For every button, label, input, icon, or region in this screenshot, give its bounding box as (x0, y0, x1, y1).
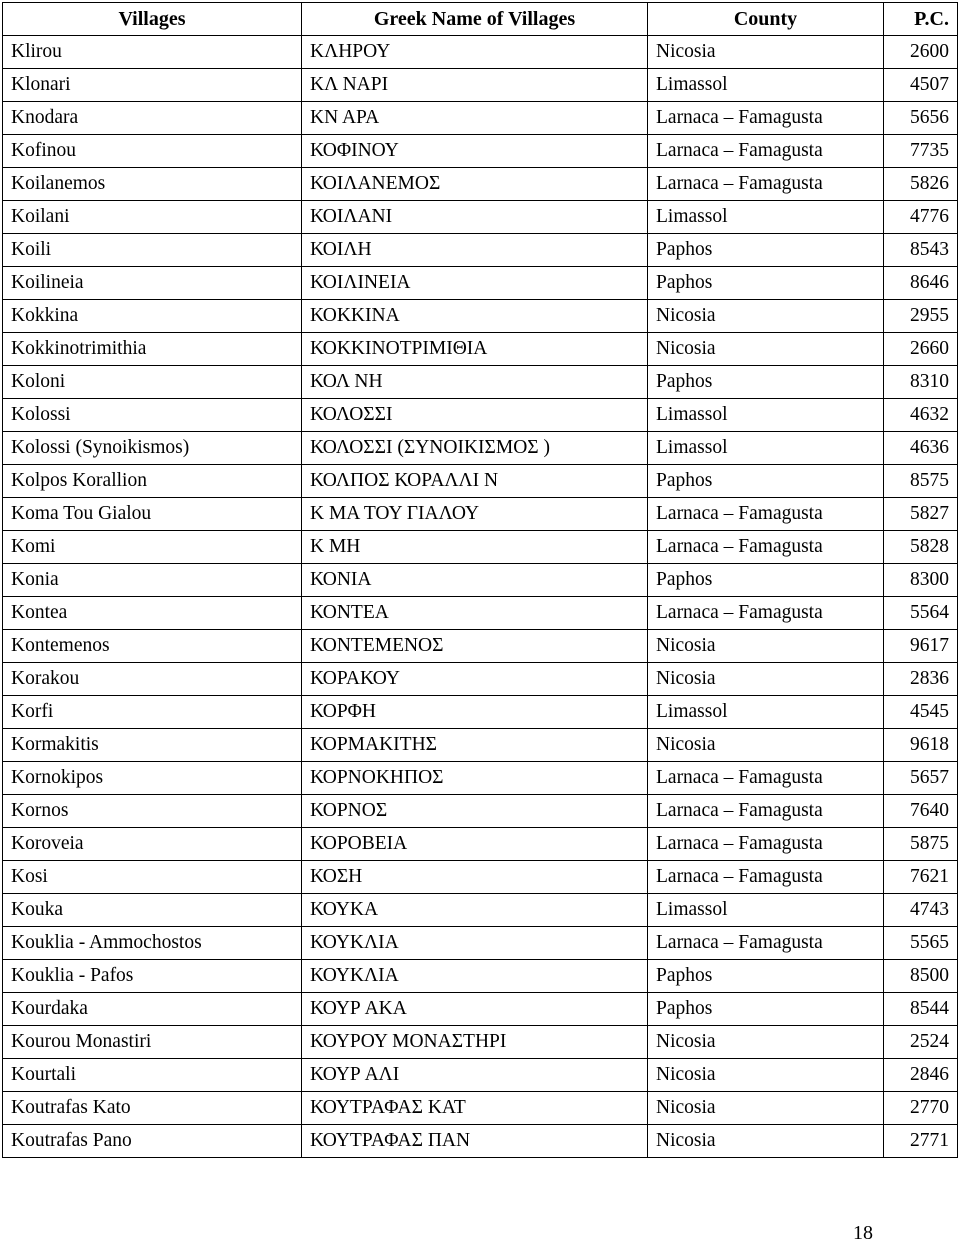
cell-county: Larnaca – Famagusta (648, 531, 884, 564)
cell-village: Kolpos Korallion (3, 465, 302, 498)
table-row (3, 630, 958, 663)
cell-postal-code: 7735 (884, 135, 958, 168)
cell-postal-code: 9618 (884, 729, 958, 762)
cell-greek-name: ΚΟΙΛΗ (302, 234, 648, 267)
cell-postal-code: 8544 (884, 993, 958, 1026)
table-row (3, 267, 958, 300)
cell-postal-code: 5826 (884, 168, 958, 201)
cell-village: Koilanemos (3, 168, 302, 201)
cell-postal-code: 2600 (884, 36, 958, 69)
cell-county: Limassol (648, 894, 884, 927)
cell-village: Kouka (3, 894, 302, 927)
cell-county: Paphos (648, 234, 884, 267)
cell-village: Koma Tou Gialou (3, 498, 302, 531)
cell-village: Kontemenos (3, 630, 302, 663)
cell-county: Nicosia (648, 663, 884, 696)
cell-village: Korfi (3, 696, 302, 729)
cell-county: Limassol (648, 696, 884, 729)
table-row (3, 1059, 958, 1092)
cell-greek-name: ΚΛ ΝΑΡΙ (302, 69, 648, 102)
cell-village: Koutrafas Kato (3, 1092, 302, 1125)
table-row (3, 564, 958, 597)
cell-county: Nicosia (648, 36, 884, 69)
cell-village: Kouklia - Pafos (3, 960, 302, 993)
table-row (3, 828, 958, 861)
cell-village: Konia (3, 564, 302, 597)
cell-postal-code: 5827 (884, 498, 958, 531)
table-row (3, 498, 958, 531)
cell-county: Paphos (648, 465, 884, 498)
cell-greek-name: ΚΟΥΡ ΑΚΑ (302, 993, 648, 1026)
cell-postal-code: 2524 (884, 1026, 958, 1059)
cell-postal-code: 5828 (884, 531, 958, 564)
cell-county: Larnaca – Famagusta (648, 102, 884, 135)
cell-county: Larnaca – Famagusta (648, 795, 884, 828)
cell-village: Korakou (3, 663, 302, 696)
cell-greek-name: ΚΟΥΚΑ (302, 894, 648, 927)
table-row (3, 102, 958, 135)
cell-greek-name: ΚΟΥΤΡΑΦΑΣ ΚΑΤ (302, 1092, 648, 1125)
cell-county: Paphos (648, 960, 884, 993)
cell-county: Limassol (648, 69, 884, 102)
header-postal-code: P.C. (884, 3, 958, 36)
cell-village: Kourdaka (3, 993, 302, 1026)
cell-postal-code: 4636 (884, 432, 958, 465)
table-row (3, 1092, 958, 1125)
cell-postal-code: 8300 (884, 564, 958, 597)
cell-greek-name: ΚΟΚΚΙΝΟΤΡΙΜΙΘΙΑ (302, 333, 648, 366)
cell-postal-code: 9617 (884, 630, 958, 663)
cell-greek-name: ΚΟΦΙΝΟΥ (302, 135, 648, 168)
cell-village: Klonari (3, 69, 302, 102)
table-row (3, 597, 958, 630)
cell-county: Larnaca – Famagusta (648, 597, 884, 630)
cell-county: Paphos (648, 993, 884, 1026)
table-row (3, 201, 958, 234)
table-row (3, 861, 958, 894)
table-row (3, 1125, 958, 1158)
cell-county: Larnaca – Famagusta (648, 927, 884, 960)
cell-village: Knodara (3, 102, 302, 135)
cell-postal-code: 7640 (884, 795, 958, 828)
cell-postal-code: 8310 (884, 366, 958, 399)
cell-county: Larnaca – Famagusta (648, 498, 884, 531)
table-row (3, 234, 958, 267)
cell-village: Kokkina (3, 300, 302, 333)
cell-greek-name: ΚΟΡΜΑΚΙΤΗΣ (302, 729, 648, 762)
cell-postal-code: 4632 (884, 399, 958, 432)
cell-county: Paphos (648, 267, 884, 300)
cell-village: Kofinou (3, 135, 302, 168)
cell-postal-code: 4743 (884, 894, 958, 927)
cell-greek-name: ΚΟΝΤΕΑ (302, 597, 648, 630)
cell-greek-name: ΚΟΥΡ ΑΛΙ (302, 1059, 648, 1092)
cell-county: Nicosia (648, 729, 884, 762)
cell-postal-code: 2836 (884, 663, 958, 696)
cell-county: Limassol (648, 432, 884, 465)
cell-greek-name: ΚΟΡΝΟΚΗΠΟΣ (302, 762, 648, 795)
cell-village: Koili (3, 234, 302, 267)
cell-village: Kornos (3, 795, 302, 828)
cell-postal-code: 7621 (884, 861, 958, 894)
cell-greek-name: ΚΟΙΛΑΝΕΜΟΣ (302, 168, 648, 201)
cell-county: Nicosia (648, 1026, 884, 1059)
cell-village: Kourou Monastiri (3, 1026, 302, 1059)
cell-postal-code: 2955 (884, 300, 958, 333)
cell-village: Komi (3, 531, 302, 564)
cell-greek-name: ΚΟΛΟΣΣΙ (302, 399, 648, 432)
cell-greek-name: Κ ΜΑ ΤΟΥ ΓΙΑΛΟΥ (302, 498, 648, 531)
cell-county: Nicosia (648, 1092, 884, 1125)
cell-village: Kosi (3, 861, 302, 894)
cell-greek-name: ΚΟΝΤΕΜΕΝΟΣ (302, 630, 648, 663)
cell-village: Koloni (3, 366, 302, 399)
cell-village: Kokkinotrimithia (3, 333, 302, 366)
cell-greek-name: ΚΟΡΝΟΣ (302, 795, 648, 828)
cell-greek-name: ΚΟΥΡΟΥ ΜΟΝΑΣΤΗΡΙ (302, 1026, 648, 1059)
cell-village: Kormakitis (3, 729, 302, 762)
cell-county: Larnaca – Famagusta (648, 762, 884, 795)
cell-village: Koutrafas Pano (3, 1125, 302, 1158)
cell-county: Larnaca – Famagusta (648, 168, 884, 201)
cell-greek-name: ΚΟΡΟΒΕΙΑ (302, 828, 648, 861)
table-row (3, 432, 958, 465)
cell-greek-name: ΚΟΥΚΛΙΑ (302, 960, 648, 993)
cell-greek-name: ΚΟΙΛΑΝΙ (302, 201, 648, 234)
cell-greek-name: ΚΟΛΠΟΣ ΚΟΡΑΛΛΙ Ν (302, 465, 648, 498)
cell-village: Koilineia (3, 267, 302, 300)
cell-county: Nicosia (648, 333, 884, 366)
cell-village: Kolossi (Synoikismos) (3, 432, 302, 465)
cell-postal-code: 2771 (884, 1125, 958, 1158)
cell-postal-code: 5564 (884, 597, 958, 630)
cell-greek-name: ΚΟΡΦΗ (302, 696, 648, 729)
table-row (3, 36, 958, 69)
cell-greek-name: ΚΟΝΙΑ (302, 564, 648, 597)
header-villages: Villages (3, 3, 302, 36)
header-county: County (648, 3, 884, 36)
cell-greek-name: ΚΟΥΤΡΑΦΑΣ ΠΑΝ (302, 1125, 648, 1158)
cell-postal-code: 4545 (884, 696, 958, 729)
table-row (3, 1026, 958, 1059)
cell-county: Paphos (648, 564, 884, 597)
cell-greek-name: ΚΟΥΚΛΙΑ (302, 927, 648, 960)
cell-greek-name: ΚΟΣΗ (302, 861, 648, 894)
table-row (3, 696, 958, 729)
cell-county: Larnaca – Famagusta (648, 861, 884, 894)
table-row (3, 762, 958, 795)
cell-postal-code: 8543 (884, 234, 958, 267)
cell-postal-code: 2660 (884, 333, 958, 366)
cell-greek-name: ΚΟΙΛΙΝΕΙΑ (302, 267, 648, 300)
cell-greek-name: ΚΟΡΑΚΟΥ (302, 663, 648, 696)
table-row (3, 927, 958, 960)
cell-postal-code: 5875 (884, 828, 958, 861)
cell-village: Kornokipos (3, 762, 302, 795)
cell-postal-code: 5565 (884, 927, 958, 960)
cell-postal-code: 5656 (884, 102, 958, 135)
cell-county: Nicosia (648, 1059, 884, 1092)
table-row (3, 993, 958, 1026)
table-row (3, 729, 958, 762)
cell-county: Nicosia (648, 630, 884, 663)
table-row (3, 465, 958, 498)
cell-county: Limassol (648, 399, 884, 432)
cell-postal-code: 2770 (884, 1092, 958, 1125)
cell-county: Nicosia (648, 300, 884, 333)
cell-postal-code: 4776 (884, 201, 958, 234)
header-greek-name: Greek Name of Villages (302, 3, 648, 36)
table-row (3, 300, 958, 333)
table-body (3, 36, 958, 1158)
cell-village: Kontea (3, 597, 302, 630)
cell-county: Paphos (648, 366, 884, 399)
table-row (3, 894, 958, 927)
cell-village: Koroveia (3, 828, 302, 861)
cell-village: Klirou (3, 36, 302, 69)
cell-greek-name: ΚΛΗΡΟΥ (302, 36, 648, 69)
page-number: 18 (853, 1222, 873, 1244)
cell-county: Larnaca – Famagusta (648, 828, 884, 861)
cell-county: Limassol (648, 201, 884, 234)
cell-postal-code: 8500 (884, 960, 958, 993)
table-row (3, 69, 958, 102)
table-row (3, 333, 958, 366)
table-row (3, 399, 958, 432)
cell-greek-name: ΚΝ ΑΡΑ (302, 102, 648, 135)
cell-county: Larnaca – Famagusta (648, 135, 884, 168)
table-row (3, 135, 958, 168)
header-row (3, 3, 958, 36)
cell-postal-code: 2846 (884, 1059, 958, 1092)
table-header (3, 3, 958, 36)
villages-table (2, 2, 958, 1158)
cell-postal-code: 8575 (884, 465, 958, 498)
cell-postal-code: 8646 (884, 267, 958, 300)
table-row (3, 366, 958, 399)
cell-village: Kolossi (3, 399, 302, 432)
table-row (3, 663, 958, 696)
cell-village: Kouklia - Ammochostos (3, 927, 302, 960)
table-row (3, 795, 958, 828)
table-row (3, 168, 958, 201)
cell-village: Kourtali (3, 1059, 302, 1092)
cell-greek-name: ΚΟΛΟΣΣΙ (ΣΥΝΟΙΚΙΣΜΟΣ ) (302, 432, 648, 465)
cell-greek-name: ΚΟΛ ΝΗ (302, 366, 648, 399)
cell-county: Nicosia (648, 1125, 884, 1158)
cell-greek-name: Κ ΜΗ (302, 531, 648, 564)
table-row (3, 960, 958, 993)
table-row (3, 531, 958, 564)
cell-greek-name: ΚΟΚΚΙΝΑ (302, 300, 648, 333)
cell-postal-code: 4507 (884, 69, 958, 102)
cell-village: Koilani (3, 201, 302, 234)
cell-postal-code: 5657 (884, 762, 958, 795)
